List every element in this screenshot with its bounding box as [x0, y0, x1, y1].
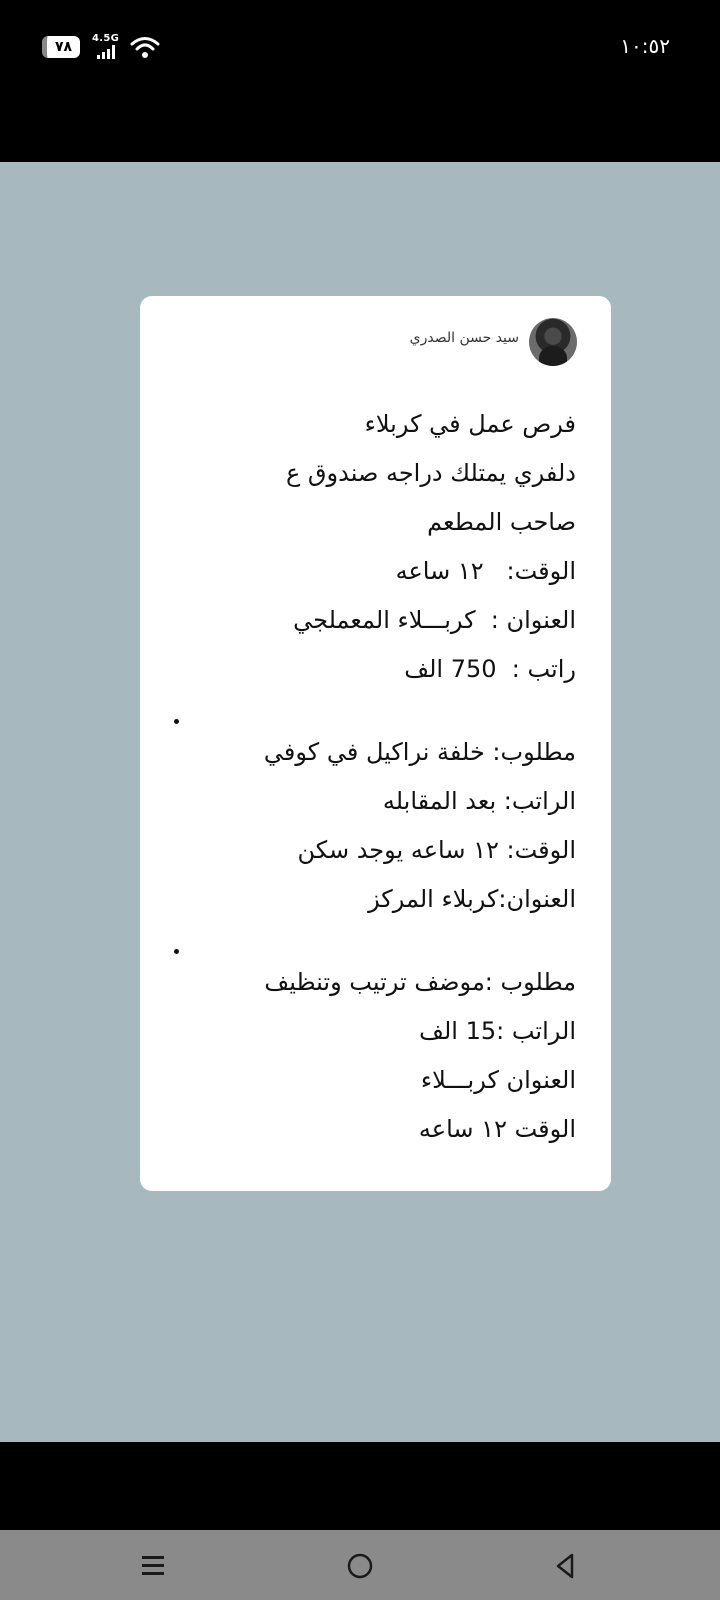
signal-icon [97, 45, 119, 59]
clock: ١٠:٥٢ [620, 34, 670, 58]
home-circle-icon[interactable] [342, 1548, 378, 1584]
post-line [156, 694, 576, 728]
menu-icon[interactable] [136, 1548, 172, 1584]
post-line: الراتب: بعد المقابله [382, 787, 576, 815]
post-line: العنوان:كربلاء المركز [368, 885, 576, 913]
avatar[interactable] [529, 318, 577, 366]
post-line: الراتب :15 الف [419, 1017, 576, 1045]
post-line: فرص عمل في كربلاء [364, 410, 576, 438]
post-line: مطلوب :موضف ترتيب وتنظيف [264, 968, 576, 996]
post-line: راتب : 750 الف [404, 655, 576, 683]
network-type: 4.5G [92, 33, 120, 44]
post-line: صاحب المطعم [427, 508, 576, 536]
post-line [156, 924, 576, 958]
post-line: العنوان كربـــلاء [420, 1066, 576, 1094]
post-line: العنوان : كربـــلاء المعملجي [293, 606, 576, 634]
author-name[interactable]: سيد حسن الصدري [409, 330, 519, 346]
navigation-bar [0, 1530, 720, 1600]
back-triangle-icon[interactable] [548, 1548, 584, 1584]
wifi-icon [130, 35, 160, 59]
battery-level: ٧٨ [54, 39, 73, 55]
post-line: دلفري يمتلك دراجه صندوق ع [285, 459, 576, 487]
post-line: الوقت ١٢ ساعه [418, 1115, 576, 1143]
post-line: مطلوب: خلفة نراكيل في كوفي [263, 738, 576, 766]
post-line: الوقت: ١٢ ساعه [395, 557, 576, 585]
post-line: الوقت: ١٢ ساعه يوجد سكن [297, 836, 576, 864]
post-body [156, 400, 576, 1154]
post-card [140, 296, 611, 1191]
status-bar [0, 0, 720, 162]
battery-icon [42, 36, 80, 58]
